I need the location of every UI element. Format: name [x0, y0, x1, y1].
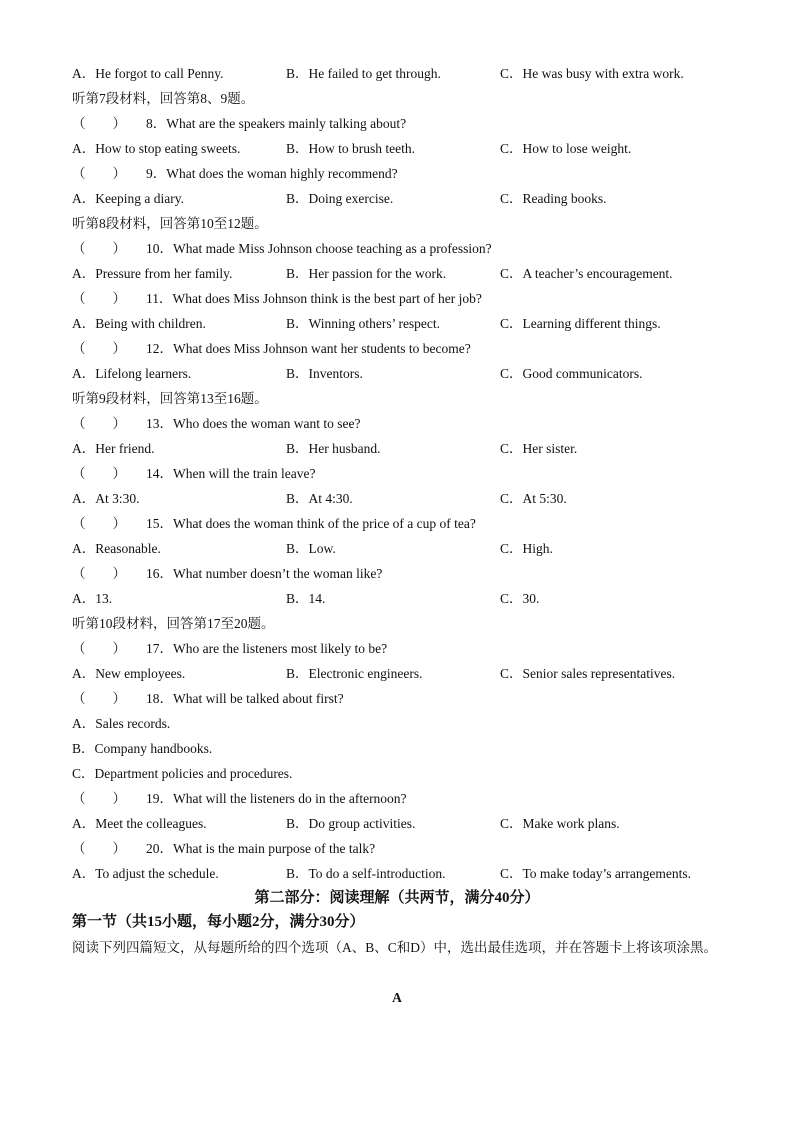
question-9	[72, 161, 732, 186]
q16-option-a: A．13.	[72, 591, 113, 606]
question-11	[72, 286, 732, 311]
answer-blank: （ ）	[72, 841, 126, 856]
answer-blank: （ ）	[72, 566, 126, 581]
question-text: 12．What does Miss Johnson want her students to become?	[146, 341, 471, 356]
answer-blank: （ ）	[72, 341, 126, 356]
q10-option-c: C．A teacher’s encouragement.	[500, 266, 673, 281]
answer-blank: （ ）	[72, 166, 126, 181]
section-one-title: 第一节（共15小题，每小题2分，满分30分）	[72, 914, 365, 930]
question-15	[72, 511, 732, 536]
q15-option-a: A．Reasonable.	[72, 541, 161, 556]
q15-option-c: C．High.	[500, 541, 553, 556]
q8-options	[72, 136, 732, 161]
answer-blank: （ ）	[72, 516, 126, 531]
q7-option-c: C．He was busy with extra work.	[500, 66, 684, 81]
q19-option-b: B．Do group activities.	[286, 816, 416, 831]
passage-label: A	[392, 990, 402, 1005]
q16-option-b: B．14.	[286, 591, 326, 606]
q20-options	[72, 861, 732, 886]
question-text: 17．Who are the listeners most likely to be?	[146, 641, 388, 656]
question-8	[72, 111, 732, 136]
q13-option-a: A．Her friend.	[72, 441, 155, 456]
q14-option-a: A．At 3:30.	[72, 491, 140, 506]
q9-option-b: B．Doing exercise.	[286, 191, 394, 206]
intro-material-7: 听第7段材料，回答第8、9题。	[72, 91, 255, 106]
q20-option-c: C．To make today’s arrangements.	[500, 866, 692, 881]
question-text: 11．What does Miss Johnson think is the best part of her job?	[146, 291, 482, 306]
question-17	[72, 636, 732, 661]
question-text: 10．What made Miss Johnson choose teaching as a profession?	[146, 241, 492, 256]
q15-option-b: B．Low.	[286, 541, 336, 556]
question-text: 14．When will the train leave?	[146, 466, 316, 481]
q13-options	[72, 436, 732, 461]
answer-blank: （ ）	[72, 466, 126, 481]
q7-options	[72, 61, 732, 86]
intro-material-10: 听第10段材料，回答第17至20题。	[72, 616, 275, 631]
answer-blank: （ ）	[72, 791, 126, 806]
q11-option-b: B．Winning others’ respect.	[286, 316, 441, 331]
q8-option-b: B．How to brush teeth.	[286, 141, 415, 156]
q17-options	[72, 661, 732, 686]
question-text: 8．What are the speakers mainly talking about?	[146, 116, 407, 131]
question-16	[72, 561, 732, 586]
q9-option-a: A．Keeping a diary.	[72, 191, 184, 206]
q12-option-b: B．Inventors.	[286, 366, 363, 381]
q7-option-b: B．He failed to get through.	[286, 66, 441, 81]
answer-blank: （ ）	[72, 416, 126, 431]
q18-option-a: A．Sales records.	[72, 716, 171, 731]
question-10	[72, 236, 732, 261]
question-text: 15．What does the woman think of the price of a cup of tea?	[146, 516, 476, 531]
intro-material-9: 听第9段材料，回答第13至16题。	[72, 391, 268, 406]
answer-blank: （ ）	[72, 291, 126, 306]
q12-option-a: A．Lifelong learners.	[72, 366, 192, 381]
q12-option-c: C．Good communicators.	[500, 366, 643, 381]
q19-options	[72, 811, 732, 836]
q10-option-a: A．Pressure from her family.	[72, 266, 233, 281]
q8-option-a: A．How to stop eating sweets.	[72, 141, 241, 156]
part-two-title: 第二部分：阅读理解（共两节，满分40分）	[254, 890, 540, 906]
q16-options	[72, 586, 732, 611]
question-12	[72, 336, 732, 361]
q11-option-c: C．Learning different things.	[500, 316, 661, 331]
q13-option-c: C．Her sister.	[500, 441, 578, 456]
q11-options	[72, 311, 732, 336]
q14-options	[72, 486, 732, 511]
question-20	[72, 836, 732, 861]
question-13	[72, 411, 732, 436]
intro-material-8: 听第8段材料，回答第10至12题。	[72, 216, 268, 231]
q8-option-c: C．How to lose weight.	[500, 141, 632, 156]
q9-option-c: C．Reading books.	[500, 191, 607, 206]
q11-option-a: A．Being with children.	[72, 316, 206, 331]
q14-option-c: C．At 5:30.	[500, 491, 567, 506]
question-text: 16．What number doesn’t the woman like?	[146, 566, 383, 581]
q17-option-a: A．New employees.	[72, 666, 186, 681]
answer-blank: （ ）	[72, 116, 126, 131]
q12-options	[72, 361, 732, 386]
q18-option-b: B．Company handbooks.	[72, 741, 213, 756]
q9-options	[72, 186, 732, 211]
question-18	[72, 686, 732, 711]
reading-instruction: 阅读下列四篇短文，从每题所给的四个选项（A、B、C和D）中，选出最佳选项，并在答题卡上将该项涂黑。	[72, 940, 718, 955]
q14-option-b: B．At 4:30.	[286, 491, 353, 506]
q16-option-c: C．30.	[500, 591, 540, 606]
q17-option-c: C．Senior sales representatives.	[500, 666, 676, 681]
q10-option-b: B．Her passion for the work.	[286, 266, 447, 281]
q19-option-a: A．Meet the colleagues.	[72, 816, 207, 831]
answer-blank: （ ）	[72, 691, 126, 706]
question-text: 18．What will be talked about first?	[146, 691, 344, 706]
q15-options	[72, 536, 732, 561]
q13-option-b: B．Her husband.	[286, 441, 381, 456]
question-text: 13．Who does the woman want to see?	[146, 416, 361, 431]
answer-blank: （ ）	[72, 641, 126, 656]
question-text: 20．What is the main purpose of the talk?	[146, 841, 376, 856]
q7-option-a: A．He forgot to call Penny.	[72, 66, 224, 81]
question-text: 19．What will the listeners do in the afternoon?	[146, 791, 407, 806]
q17-option-b: B．Electronic engineers.	[286, 666, 423, 681]
question-text: 9．What does the woman highly recommend?	[146, 166, 398, 181]
question-19	[72, 786, 732, 811]
q18-option-c: C．Department policies and procedures.	[72, 766, 293, 781]
answer-blank: （ ）	[72, 241, 126, 256]
question-14	[72, 461, 732, 486]
q19-option-c: C．Make work plans.	[500, 816, 620, 831]
q20-option-b: B．To do a self-introduction.	[286, 866, 446, 881]
q10-options	[72, 261, 732, 286]
q20-option-a: A．To adjust the schedule.	[72, 866, 219, 881]
